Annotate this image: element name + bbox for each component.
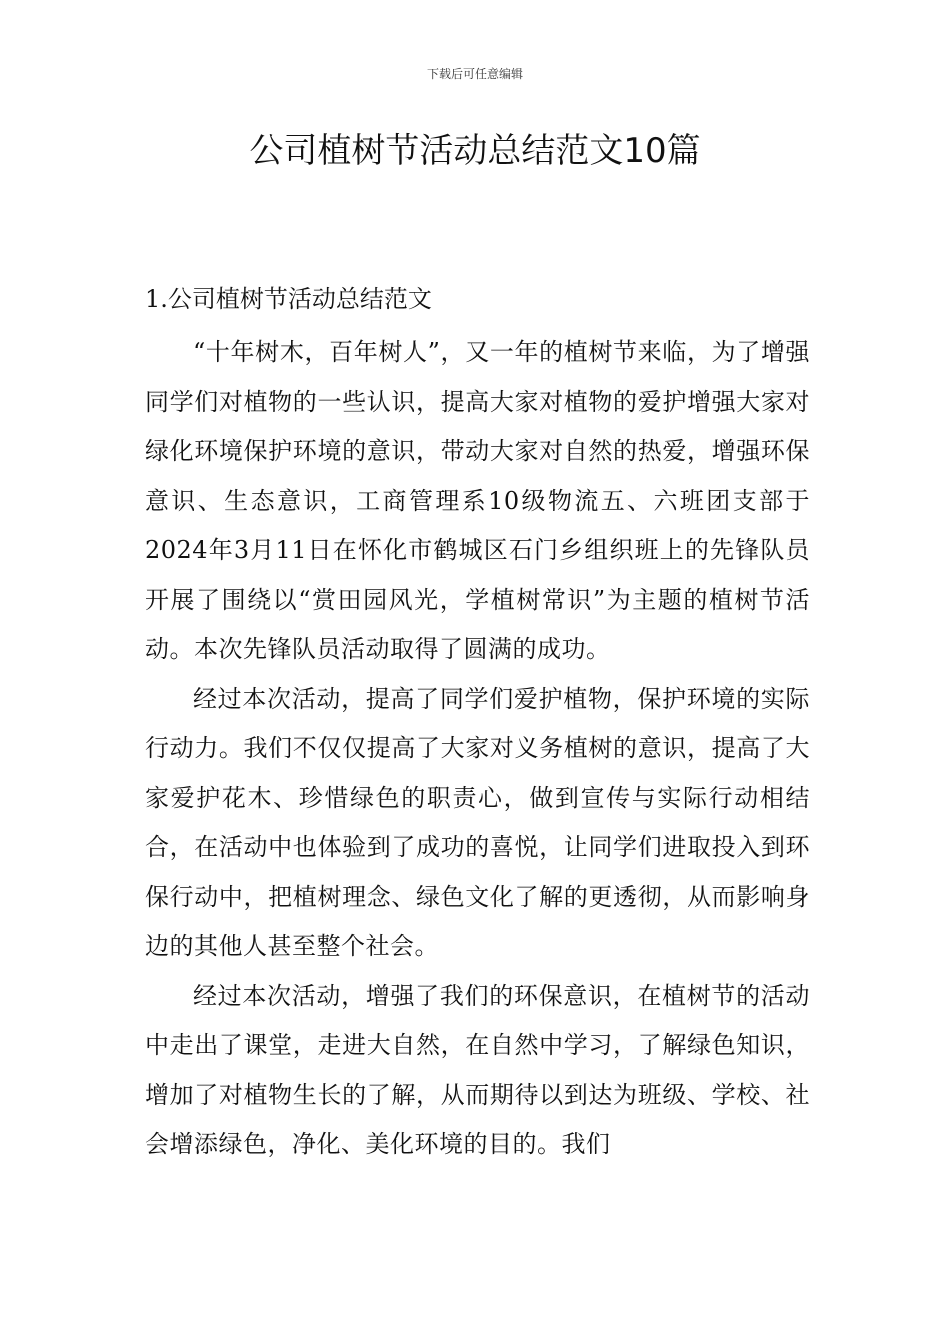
paragraph-1: “十年树木，百年树人”，又一年的植树节来临，为了增强同学们对植物的一些认识，提高大家对植物的爱护增强大家对绿化环境保护环境的意识，带动大家对自然的热爱，增强环保意识、生态意识，工商管理系10级物流五、六班团支部于2024年3月11日在怀化市鹤城区石门乡组织班上的先锋队员开展了围绕以“赏田园风光，学植树常识”为主题的植树节活动。本次先锋队员活动取得了圆满的成功。 xyxy=(145,338,810,663)
paragraph-3: 经过本次活动，增强了我们的环保意识，在植树节的活动中走出了课堂，走进大自然，在自然中学习，了解绿色知识，增加了对植物生长的了解，从而期待以到达为班级、学校、社会增添绿色，净化、美化环境的目的。我们 xyxy=(145,981,810,1158)
document-body xyxy=(145,328,810,1170)
paragraph-2: 经过本次活动，提高了同学们爱护植物，保护环境的实际行动力。我们不仅仅提高了大家对义务植树的意识，提高了大家爱护花木、珍惜绿色的职责心，做到宣传与实际行动相结合，在活动中也体验到了成功的喜悦，让同学们进取投入到环保行动中，把植树理念、绿色文化了解的更透彻，从而影响身边的其他人甚至整个社会。 xyxy=(145,684,810,960)
document-title: 公司植树节活动总结范文10篇 xyxy=(249,131,701,171)
header-note: 下载后可任意编辑 xyxy=(426,67,523,81)
section-heading: 1.公司植树节活动总结范文 xyxy=(145,285,432,313)
